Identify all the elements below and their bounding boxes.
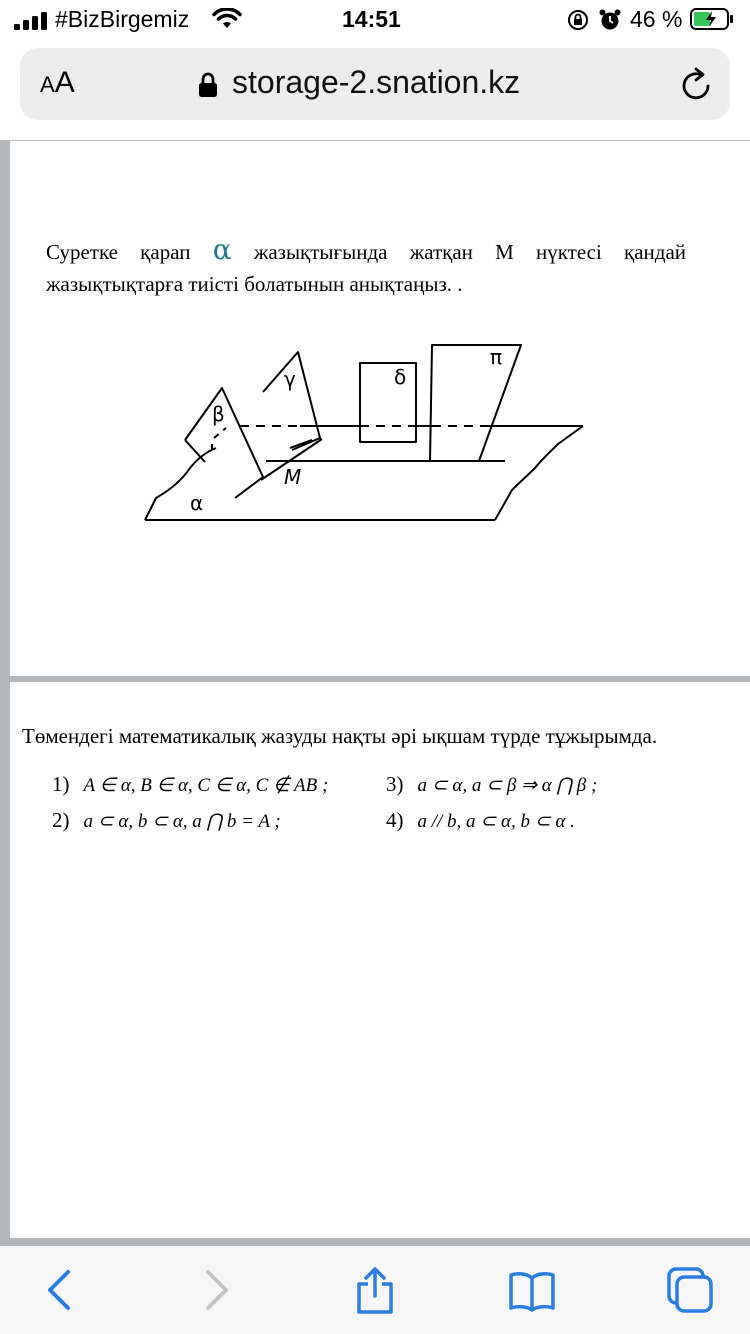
label-m: M	[284, 465, 302, 489]
label-gamma: γ	[284, 367, 296, 391]
option-2: 2) a ⊂ α, b ⊂ α, a ⋂ b = A ;	[52, 808, 281, 832]
question-2-text: Төмендегі математикалық жазуды нақты әрі ықшам түрде тұжырымда.	[22, 724, 658, 748]
label-alpha: α	[190, 491, 204, 515]
alpha-symbol: α	[212, 233, 232, 266]
bookmarks-icon[interactable]	[508, 1266, 556, 1314]
option-1: 1) A ∈ α, B ∈ α, C ∈ α, C ∉ AB ;	[52, 772, 329, 796]
label-delta: δ	[394, 365, 407, 389]
page-border	[0, 141, 10, 1245]
rotation-lock-icon	[567, 9, 589, 31]
lock-icon	[198, 72, 218, 98]
section-divider	[10, 676, 750, 682]
planes-figure	[140, 340, 590, 530]
page-bottom-border	[0, 1238, 750, 1246]
forward-icon[interactable]	[192, 1266, 240, 1314]
tabs-icon[interactable]	[666, 1266, 714, 1314]
plane-alpha-outline	[145, 448, 216, 520]
option-4: 4) a // b, a ⊂ α, b ⊂ α .	[386, 808, 575, 832]
header-divider	[0, 140, 750, 141]
signal-icon	[14, 10, 48, 30]
address-bar[interactable]	[20, 48, 730, 120]
alarm-icon	[598, 8, 622, 32]
battery-icon	[690, 8, 734, 30]
share-icon[interactable]	[351, 1266, 399, 1314]
wifi-icon	[212, 8, 242, 30]
back-icon[interactable]	[36, 1266, 84, 1314]
plane-pi	[430, 345, 521, 461]
status-bar	[0, 0, 750, 40]
browser-toolbar	[0, 1246, 750, 1334]
option-3: 3) a ⊂ α, a ⊂ β ⇒ α ⋂ β ;	[386, 772, 598, 796]
url-text[interactable]: storage-2.snation.kz	[232, 64, 521, 100]
reload-icon[interactable]	[680, 66, 714, 102]
label-beta: β	[212, 402, 225, 426]
text-size-button[interactable]: AA	[40, 66, 75, 99]
label-pi: π	[490, 345, 503, 369]
battery-percent: 46 %	[630, 6, 683, 32]
clock-time: 14:51	[342, 6, 401, 32]
plane-delta	[360, 363, 416, 442]
question-1-text: Суретке қарап α жазықтығында жатқан М нүктесі қандай жазықтықтарға тиісті болатынын анықтаңыз. .	[46, 233, 687, 296]
carrier-name: #BizBirgemiz	[55, 6, 190, 32]
